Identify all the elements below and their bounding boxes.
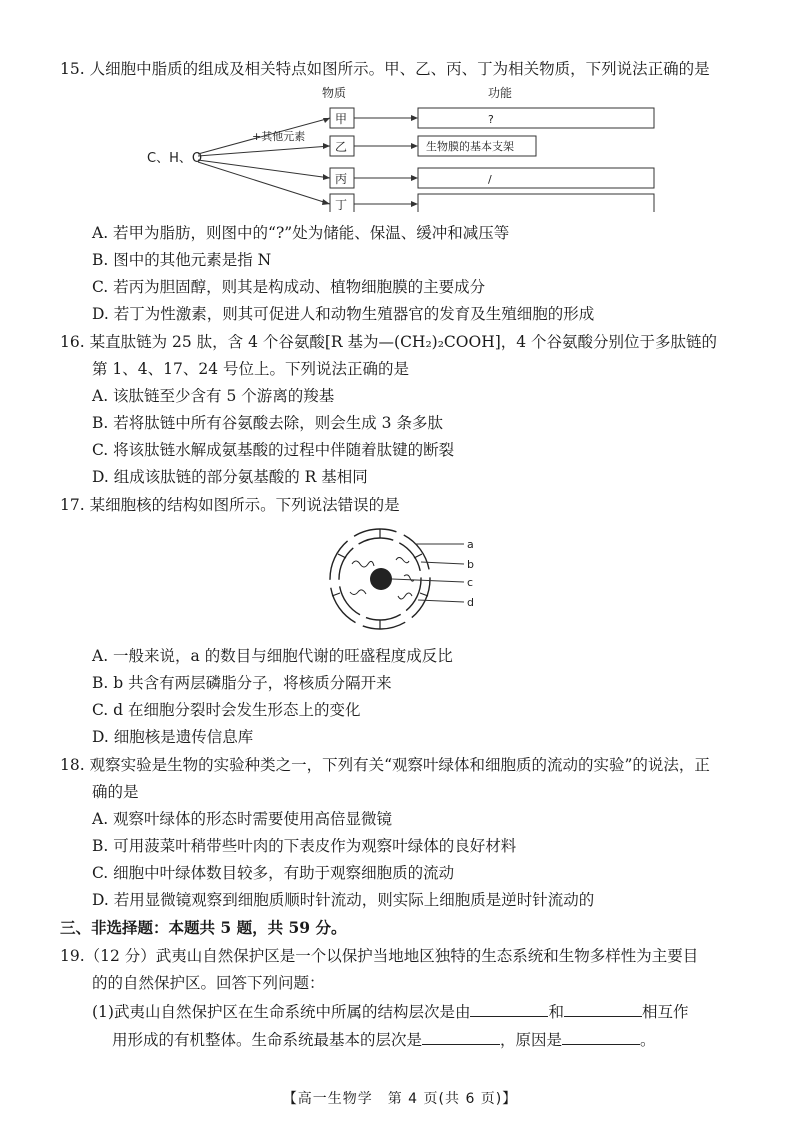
answer-blank-4[interactable] [562, 1028, 640, 1045]
label-d: d [467, 596, 474, 609]
diagram-header-substance: 物质 [322, 86, 347, 100]
q17-option-d: D. 细胞核是遗传信息库 [92, 728, 254, 746]
q18-stem-line1: 18. 观察实验是生物的实验种类之一，下列有关“观察叶绿体和细胞质的流动的实验”的说法，正 [60, 756, 710, 774]
q19-part1-line1 [92, 1000, 689, 1023]
function-jia: ? [488, 113, 494, 126]
q15-stem: 15. 人细胞中脂质的组成及相关特点如图所示。甲、乙、丙、丁为相关物质，下列说法正确的是 [60, 60, 710, 78]
q19-part1-text-f: 。 [640, 1031, 656, 1049]
q19-part1-text-e: ，原因是 [500, 1031, 563, 1049]
q19-part1-line2 [112, 1028, 656, 1051]
q16-option-b: B. 若将肽链中所有谷氨酸去除，则会生成 3 条多肽 [92, 414, 443, 432]
q17-option-b: B. b 共含有两层磷脂分子，将核质分隔开来 [92, 674, 392, 692]
q17-option-a: A. 一般来说，a 的数目与细胞代谢的旺盛程度成反比 [92, 647, 453, 665]
function-bing: / [488, 173, 492, 186]
q19-stem-line2: 的的自然保护区。回答下列问题： [92, 974, 325, 992]
page-footer: 【高一生物学 第 4 页(共 6 页)】 [282, 1091, 518, 1107]
q16-option-c: C. 将该肽链水解成氨基酸的过程中伴随着肽键的断裂 [92, 441, 455, 459]
diagram-source: C、H、O [147, 151, 203, 166]
label-b: b [467, 558, 474, 571]
substance-ding: 丁 [335, 198, 348, 212]
q19-part1-text-c: 相互作 [641, 1003, 689, 1021]
q19-part1-text-a: (1)武夷山自然保护区在生命系统中所属的结构层次是由 [92, 1003, 471, 1021]
substance-yi: 乙 [335, 140, 348, 154]
answer-blank-1[interactable] [470, 1000, 548, 1017]
q18-option-a: A. 观察叶绿体的形态时需要使用高倍显微镜 [92, 810, 393, 828]
q19-part1-text-b: 和 [548, 1003, 564, 1021]
answer-blank-3[interactable] [422, 1028, 500, 1045]
answer-blank-2[interactable] [564, 1000, 642, 1017]
q19-part1-text-d: 用形成的有机整体。生命系统最基本的层次是 [112, 1031, 423, 1049]
label-c: c [467, 576, 474, 589]
q15-option-b: B. 图中的其他元素是指 N [92, 251, 272, 269]
q15-option-a: A. 若甲为脂肪，则图中的“?”处为储能、保温、缓冲和减压等 [92, 224, 510, 242]
q17-stem: 17. 某细胞核的结构如图所示。下列说法错误的是 [60, 496, 400, 514]
q18-option-d: D. 若用显微镜观察到细胞质顺时针流动，则实际上细胞质是逆时针流动的 [92, 891, 595, 909]
q15-option-d: D. 若丁为性激素，则其可促进人和动物生殖器官的发育及生殖细胞的形成 [92, 305, 595, 323]
nucleolus [370, 568, 392, 590]
q18-stem-line2: 确的是 [92, 783, 139, 801]
q15-option-c: C. 若丙为胆固醇，则其是构成动、植物细胞膜的主要成分 [92, 278, 486, 296]
q16-stem-line2: 第 1、4、17、24 号位上。下列说法正确的是 [92, 360, 410, 378]
diagram-header-function: 功能 [488, 86, 513, 100]
diagram-branch-label: +其他元素 [252, 130, 306, 143]
nucleus-diagram [0, 524, 800, 634]
function-yi: 生物膜的基本支架 [426, 140, 514, 153]
lipid-diagram [0, 82, 800, 212]
substance-jia: 甲 [335, 112, 348, 126]
q18-option-b: B. 可用菠菜叶稍带些叶肉的下表皮作为观察叶绿体的良好材料 [92, 837, 517, 855]
label-a: a [467, 538, 474, 551]
substance-bing: 丙 [335, 172, 348, 186]
q19-stem-line1: 19.（12 分）武夷山自然保护区是一个以保护当地地区独特的生态系统和生物多样性为主要目 [60, 947, 699, 965]
q17-option-c: C. d 在细胞分裂时会发生形态上的变化 [92, 701, 361, 719]
q16-option-a: A. 该肽链至少含有 5 个游离的羧基 [92, 387, 335, 405]
q16-stem-line1: 16. 某直肽链为 25 肽，含 4 个谷氨酸[R 基为—(CH₂)₂COOH]，4 个谷氨酸分别位于多肽链的 [60, 333, 718, 351]
q16-option-d: D. 组成该肽链的部分氨基酸的 R 基相同 [92, 468, 368, 486]
q18-option-c: C. 细胞中叶绿体数目较多，有助于观察细胞质的流动 [92, 864, 455, 882]
section-3-heading: 三、非选择题：本题共 5 题，共 59 分。 [60, 918, 347, 937]
